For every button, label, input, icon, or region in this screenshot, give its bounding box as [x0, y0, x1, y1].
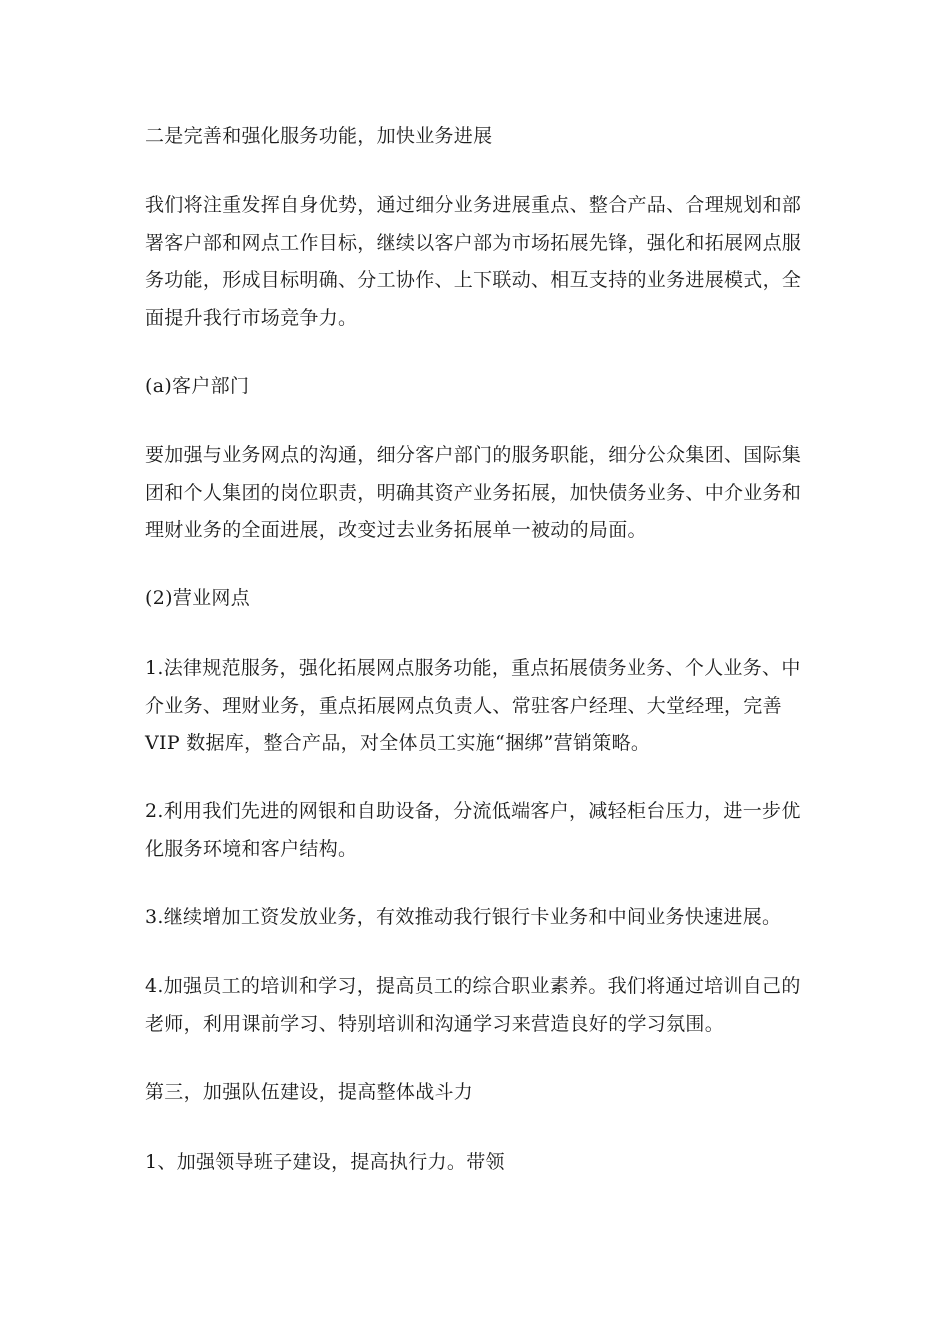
text-line: VIP 数据库，整合产品，对全体员工实施“捆绑”营销策略。	[145, 732, 651, 754]
section-heading-3	[145, 1074, 805, 1112]
text-line: (a)客户部门	[145, 375, 250, 397]
text-line: 化服务环境和客户结构。	[145, 837, 358, 860]
text-line: 第三，加强队伍建设，提高整体战斗力	[145, 1081, 474, 1103]
list-item-4	[145, 968, 805, 1043]
subheading-customer-dept	[145, 368, 805, 406]
paragraph-leadership	[145, 1144, 805, 1182]
subheading-branches	[145, 580, 805, 618]
text-line: 介业务、理财业务，重点拓展网点负责人、常驻客户经理、大堂经理，完善	[145, 694, 782, 717]
list-item-3	[145, 899, 805, 937]
list-item-1	[145, 650, 805, 763]
text-line: 1、加强领导班子建设，提高执行力。带领	[145, 1151, 505, 1173]
text-line: 3.继续增加工资发放业务，有效推动我行银行卡业务和中间业务快速进展。	[145, 906, 782, 928]
text-line: 我们将注重发挥自身优势，通过细分业务进展重点、整合产品、合理规划和部	[145, 194, 802, 216]
text-line: 2.利用我们先进的网银和自助设备，分流低端客户，减轻柜台压力，进一步优	[145, 800, 801, 822]
section-heading-2	[145, 118, 805, 156]
text-line: 1.法律规范服务，强化拓展网点服务功能，重点拓展债务业务、个人业务、中	[145, 657, 801, 679]
paragraph-customer-dept	[145, 437, 805, 550]
text-line: (2)营业网点	[145, 587, 251, 609]
text-line: 务功能，形成目标明确、分工协作、上下联动、相互支持的业务进展模式，全	[145, 269, 802, 291]
text-line: 4.加强员工的培训和学习，提高员工的综合职业素养。我们将通过培训自己的	[145, 975, 801, 997]
text-line: 理财业务的全面进展，改变过去业务拓展单一被动的局面。	[145, 519, 647, 541]
text-line: 署客户部和网点工作目标，继续以客户部为市场拓展先锋，强化和拓展网点服	[145, 231, 802, 254]
list-item-2	[145, 793, 805, 868]
paragraph-intro	[145, 187, 805, 337]
text-line: 要加强与业务网点的沟通，细分客户部门的服务职能，细分公众集团、国际集	[145, 444, 802, 466]
text-line: 老师，利用课前学习、特别培训和沟通学习来营造良好的学习氛围。	[145, 1012, 725, 1035]
text-line: 二是完善和强化服务功能，加快业务进展	[145, 125, 493, 147]
text-line: 团和个人集团的岗位职责，明确其资产业务拓展，加快债务业务、中介业务和	[145, 481, 802, 504]
text-line: 面提升我行市场竞争力。	[145, 306, 358, 329]
